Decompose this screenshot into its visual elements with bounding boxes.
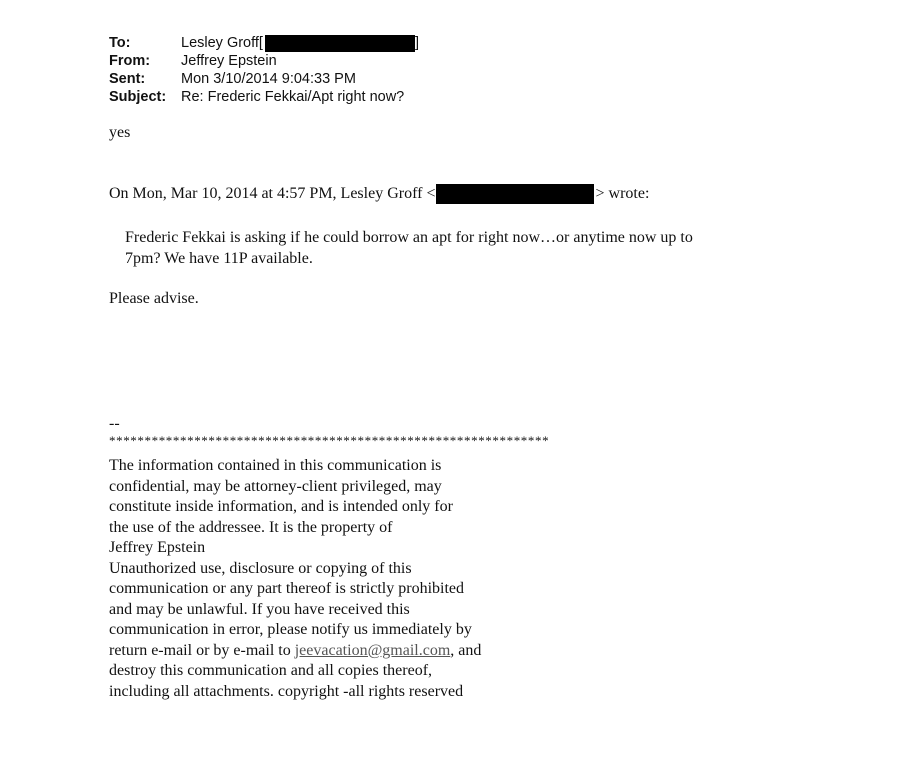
header-sent-row: [109, 70, 419, 88]
sent-label: Sent:: [109, 71, 146, 87]
notice-line: Jeffrey Epstein: [109, 539, 206, 556]
notice-line: constitute inside information, and is intended only for: [109, 498, 453, 515]
header-from-row: [109, 52, 419, 70]
notice-line: confidential, may be attorney-client privileged, may: [109, 477, 442, 495]
notice-line: the use of the addressee. It is the property of: [109, 518, 393, 536]
email-header: [109, 34, 419, 106]
signature-dashes: --: [109, 415, 120, 432]
to-value: [181, 34, 419, 52]
notice-email-line: [109, 641, 481, 662]
notice-line: communication or any part thereof is strictly prohibited: [109, 580, 465, 597]
quote-intro: [109, 184, 649, 205]
redaction-box: [265, 35, 415, 52]
redaction-box: [436, 184, 594, 204]
subject-label: Subject:: [109, 89, 167, 105]
notice-line: and may be unlawful. If you have received this: [109, 600, 410, 618]
reply-text: yes: [109, 124, 131, 141]
notice-line: including all attachments. copyright -all rights reserved: [109, 682, 464, 700]
signature-stars: **************************************************************: [109, 433, 550, 448]
notice-line: The information contained in this communication is: [109, 457, 442, 474]
quote-intro-after: > wrote:: [595, 185, 650, 202]
quoted-line: Frederic Fekkai is asking if he could borrow an apt for right now…or anytime now up to: [125, 229, 693, 246]
subject-value: Re: Frederic Fekkai/Apt right now?: [181, 89, 405, 105]
quoted-line: 7pm? We have 11P available.: [125, 249, 313, 267]
from-value: Jeffrey Epstein: [181, 53, 277, 69]
notice-line: communication in error, please notify us immediately by: [109, 621, 472, 638]
notice-line: destroy this communication and all copies thereof,: [109, 662, 433, 679]
to-bracket: ]: [414, 35, 419, 51]
quoted-message: [125, 228, 693, 269]
header-subject-row: [109, 88, 419, 106]
email-link[interactable]: jeevacation@gmail.com: [294, 641, 451, 659]
please-advise: Please advise.: [109, 290, 199, 307]
notice-line: Unauthorized use, disclosure or copying of this: [109, 559, 412, 577]
confidentiality-notice: [109, 456, 481, 702]
header-to-row: [109, 34, 419, 52]
to-name: Lesley Groff[: [181, 35, 263, 51]
to-label: To:: [109, 35, 131, 51]
quote-intro-before: On Mon, Mar 10, 2014 at 4:57 PM, Lesley Groff <: [109, 185, 436, 202]
sent-value: Mon 3/10/2014 9:04:33 PM: [181, 71, 356, 87]
email-line-after: , and: [450, 641, 482, 659]
from-label: From:: [109, 53, 151, 69]
email-line-before: return e-mail or by e-mail to: [109, 641, 295, 659]
